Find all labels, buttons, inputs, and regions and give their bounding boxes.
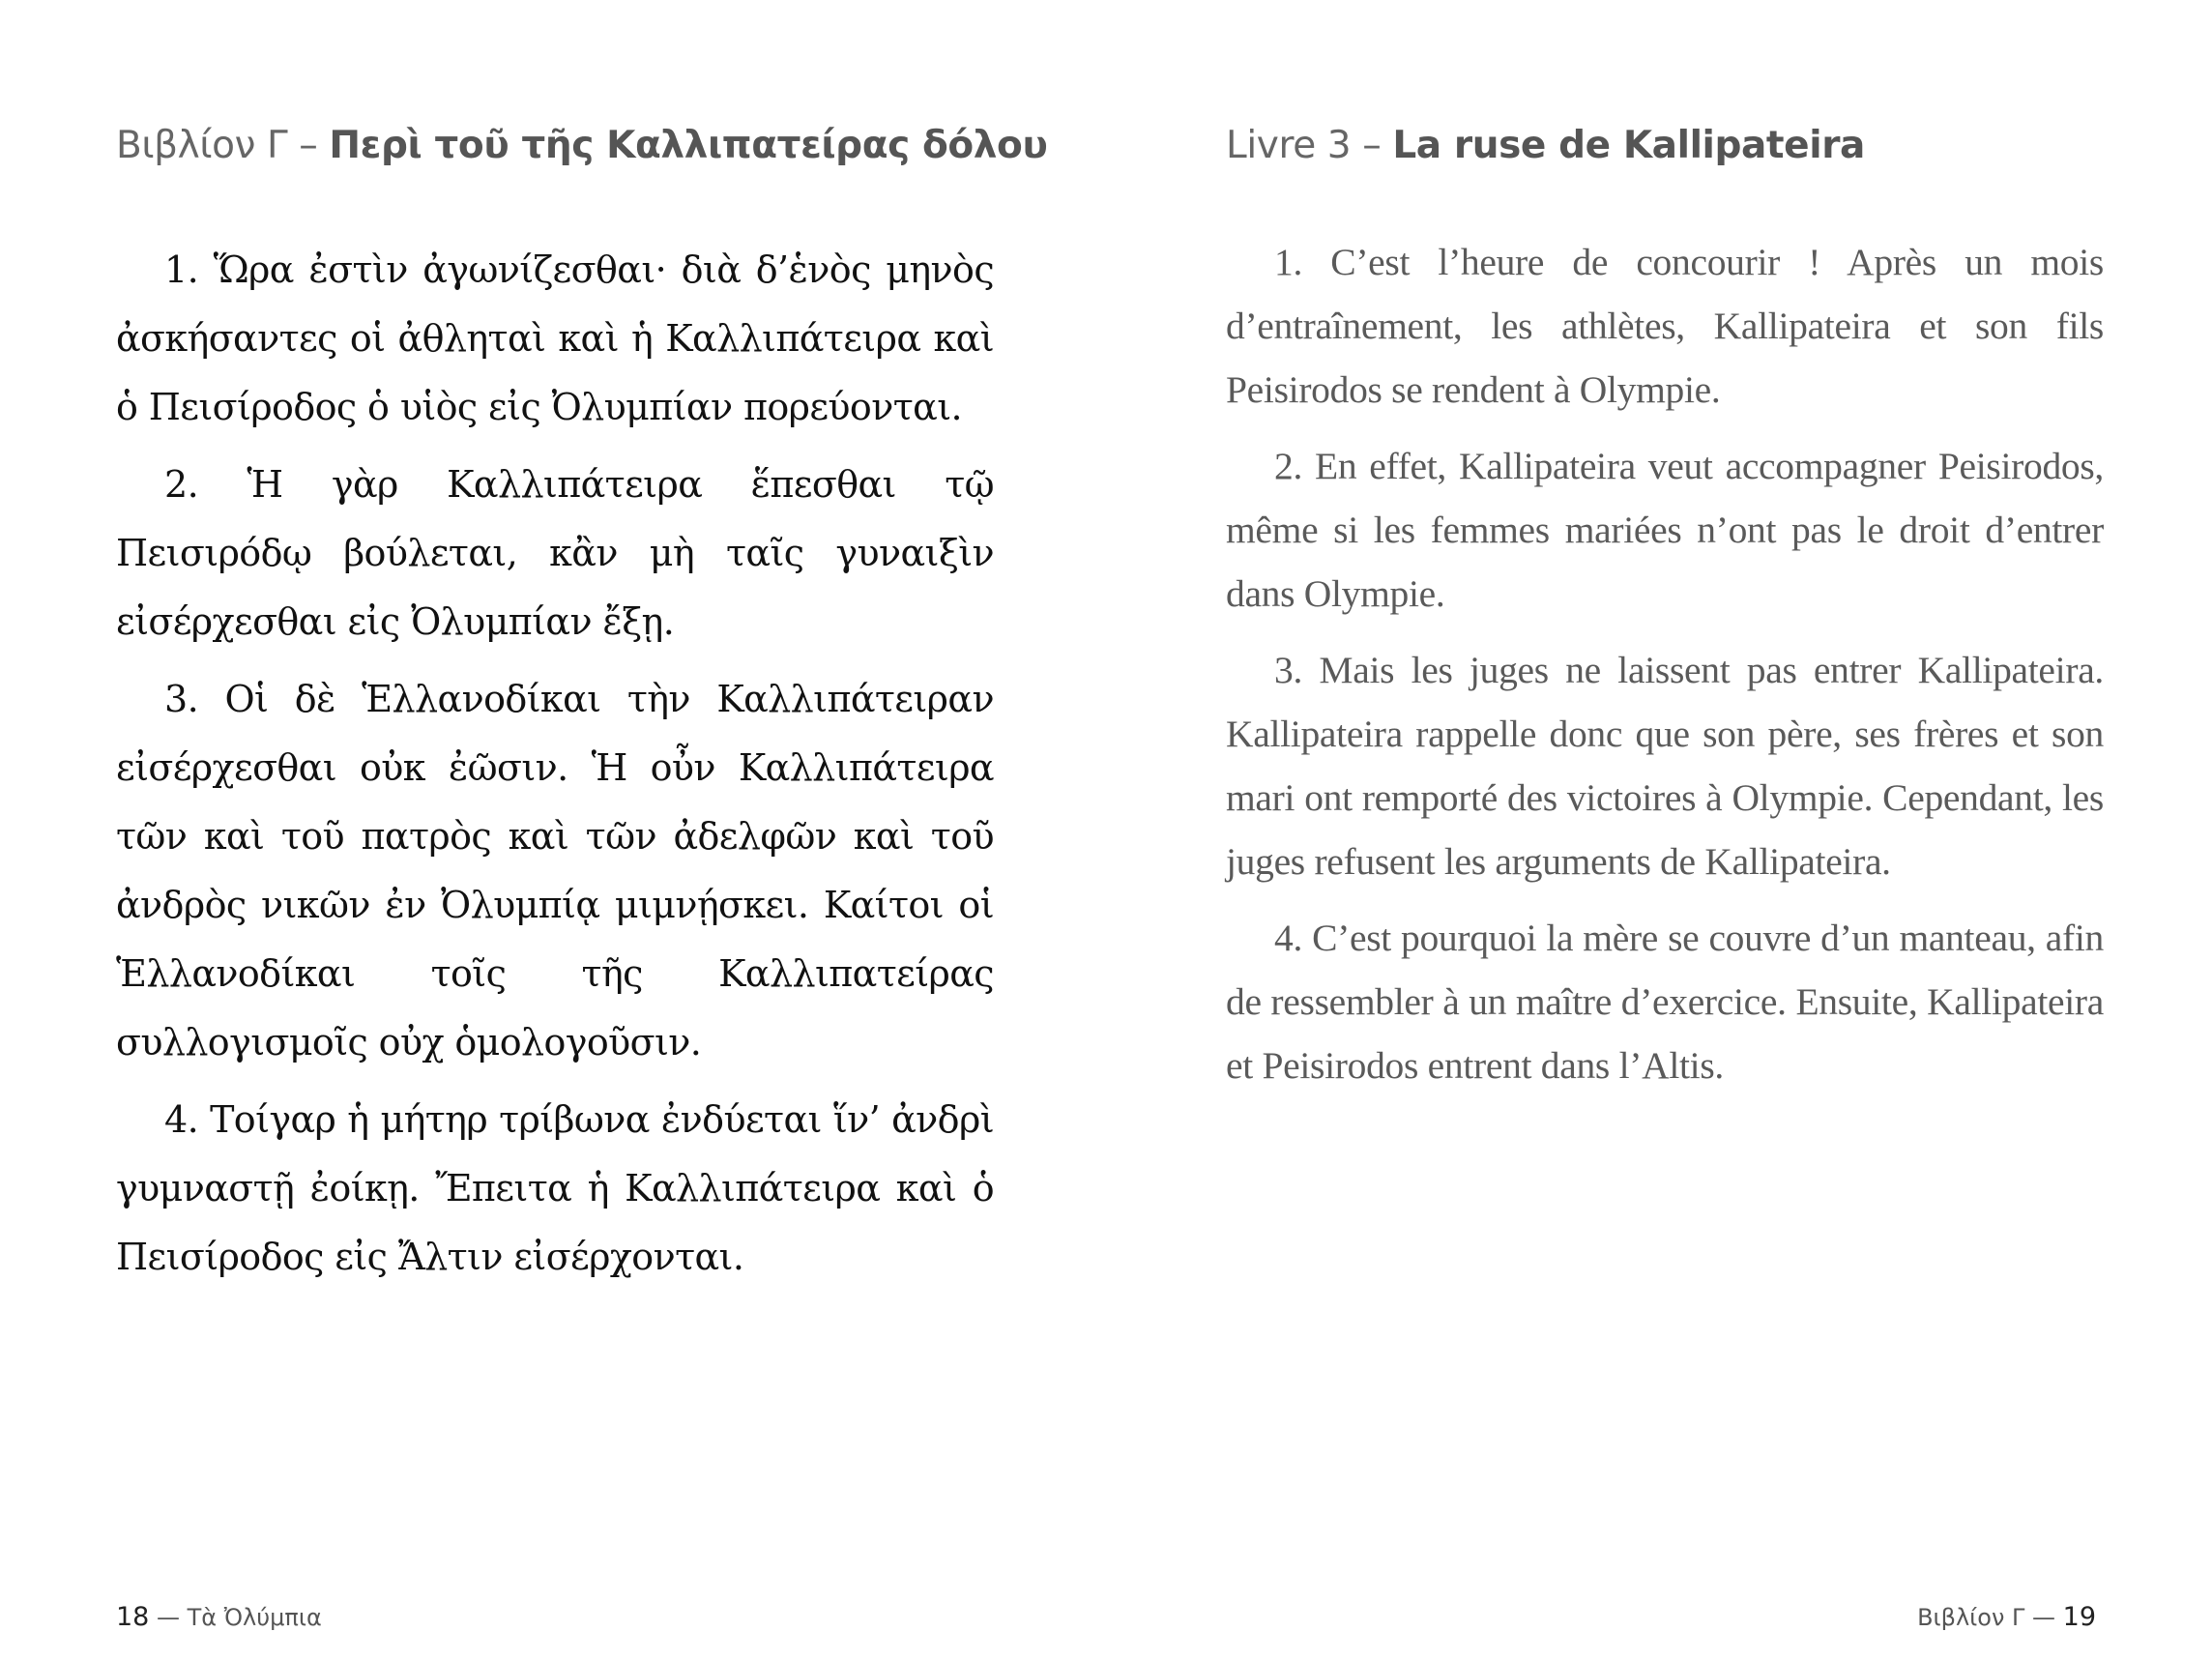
right-page-number: 19 <box>2062 1602 2096 1632</box>
french-text-body <box>1226 230 2104 1110</box>
greek-paragraph-1: 1. Ὥρα ἐστὶν ἀγωνίζεσθαι· διὰ δ’ἑνὸς μηνὸς ἀσκήσαντες οἱ ἀθληταὶ καὶ ἡ Καλλιπάτειρα καὶ ὁ Πεισίροδος ὁ υἱὸς εἰς Ὀλυμπίαν πορεύονται. <box>116 248 994 428</box>
french-paragraph-3: 3. Mais les juges ne laissent pas entrer Kallipateira. Kallipateira rappelle donc que son père, ses frères et son mari ont remporté des victoires à Olympie. Cependant, les juges refusent les arguments de Kallipateira. <box>1226 649 2104 883</box>
greek-text-body <box>116 236 994 1300</box>
french-paragraph-4: 4. C’est pourquoi la mère se couvre d’un manteau, afin de ressembler à un maître d’exercice. Ensuite, Kallipateira et Peisirodos entrent dans l’Altis. <box>1226 917 2104 1087</box>
right-running-title: Βιβλίον Γ — <box>1917 1604 2063 1631</box>
left-page-footer <box>116 1602 322 1632</box>
right-page-heading <box>1226 124 1865 167</box>
left-page-heading <box>116 124 1047 167</box>
right-heading-title: La ruse de Kallipateira <box>1392 124 1865 167</box>
french-paragraph-2: 2. En effet, Kallipateira veut accompagner Peisirodos, même si les femmes mariées n’ont pas le droit d’entrer dans Olympie. <box>1226 445 2104 615</box>
left-running-title: — Τὰ Ὀλύμπια <box>149 1604 322 1631</box>
french-paragraph-1: 1. C’est l’heure de concourir ! Après un mois d’entraînement, les athlètes, Kallipateira et son fils Peisirodos se rendent à Olympie. <box>1226 241 2104 411</box>
right-page-footer <box>1917 1602 2096 1632</box>
greek-paragraph-4: 4. Τοίγαρ ἡ μήτηρ τρίβωνα ἐνδύεται ἵν’ ἀνδρὶ γυμναστῇ ἐοίκῃ. Ἔπειτα ἡ Καλλιπάτειρα καὶ ὁ Πεισίροδος εἰς Ἄλτιν εἰσέρχονται. <box>116 1098 994 1278</box>
greek-paragraph-2: 2. Ἡ γὰρ Καλλιπάτειρα ἕπεσθαι τῷ Πεισιρόδῳ βούλεται, κἂν μὴ ταῖς γυναιξὶν εἰσέρχεσθαι εἰς Ὀλυμπίαν ἔξῃ. <box>116 463 994 643</box>
left-heading-prefix: Βιβλίον Γ – <box>116 124 330 167</box>
left-heading-title: Περὶ τοῦ τῆς Καλλιπατείρας δόλου <box>329 124 1048 167</box>
greek-paragraph-3: 3. Οἱ δὲ Ἑλλανοδίκαι τὴν Καλλιπάτειραν εἰσέρχεσθαι οὐκ ἐῶσιν. Ἡ οὖν Καλλιπάτειρα τῶν καὶ τοῦ πατρὸς καὶ τῶν ἀδελφῶν καὶ τοῦ ἀνδρὸς νικῶν ἐν Ὀλυμπίᾳ μιμνῄσκει. Καίτοι οἱ Ἑλλανοδίκαι τοῖς τῆς Καλλιπατείρας συλλογισμοῖς οὐχ ὁμολογοῦσιν. <box>116 678 994 1064</box>
left-page-number: 18 <box>116 1602 150 1632</box>
right-heading-prefix: Livre 3 – <box>1226 124 1393 167</box>
